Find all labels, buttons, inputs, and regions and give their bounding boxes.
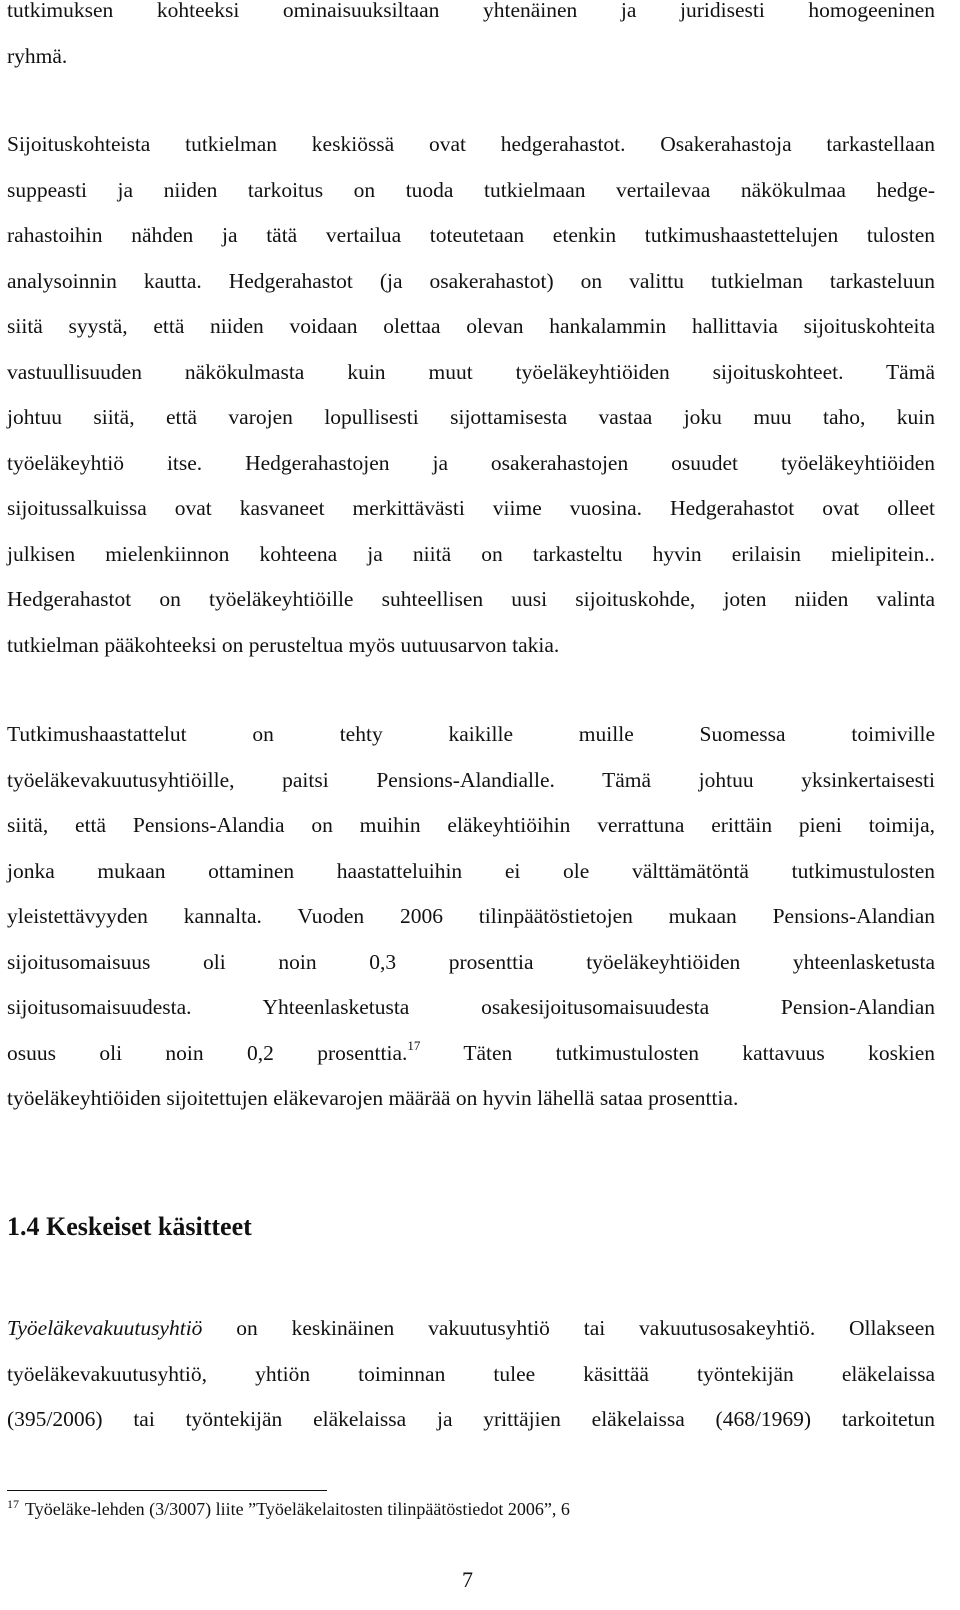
text-line: tutkielman pääkohteeksi on perusteltua myös uutuusarvon takia. <box>7 632 560 657</box>
text-line: työeläkevakuutusyhtiö, yhtiön toiminnan tulee käsittää työntekijän eläkelaissa <box>7 1361 935 1386</box>
section-heading: 1.4 Keskeiset käsitteet <box>7 1212 252 1241</box>
paragraph-definition <box>7 1306 935 1443</box>
text-line: Sijoituskohteista tutkielman keskiössä ovat hedgerahastot. Osakerahastoja tarkastellaan <box>7 132 935 156</box>
text-segment: osuus oli noin 0,2 prosenttia. <box>7 1040 408 1065</box>
text-line: ryhmä. <box>7 43 68 68</box>
text-line: Hedgerahastot on työeläkeyhtiöille suhteellisen uusi sijoituskohde, joten niiden valinta <box>7 587 935 611</box>
text-line: yleistettävyyden kannalta. Vuoden 2006 tilinpäätöstietojen mukaan Pensions-Alandian <box>7 904 935 928</box>
text-line: (395/2006) tai työntekijän eläkelaissa ja yrittäjien eläkelaissa (468/1969) tarkoitetun <box>7 1407 935 1431</box>
text-line: suppeasti ja niiden tarkoitus on tuoda tutkielmaan vertailevaa näkökulmaa hedge- <box>7 177 935 202</box>
text-line-with-footnote <box>7 1031 935 1077</box>
paragraph-interviews <box>7 712 935 1122</box>
text-line: sijoitussalkuissa ovat kasvaneet merkittävästi viime vuosina. Hedgerahastot ovat olleet <box>7 496 935 520</box>
footnote-number: 17 <box>7 1497 19 1511</box>
text-line: työeläkeyhtiö itse. Hedgerahastojen ja osakerahastojen osuudet työeläkeyhtiöiden <box>7 450 935 475</box>
text-line: sijoitusomaisuudesta. Yhteenlasketusta osakesijoitusomaisuudesta Pension-Alandian <box>7 995 935 1019</box>
text-segment: on keskinäinen vakuutusyhtiö tai vakuutusosakeyhtiö. Ollakseen <box>202 1316 935 1340</box>
text-line: rahastoihin nähden ja tätä vertailua toteutetaan etenkin tutkimushaastettelujen tulosten <box>7 223 935 247</box>
text-line: siitä syystä, että niiden voidaan olettaa olevan hankalammin hallittavia sijoituskohteita <box>7 314 935 338</box>
footnote-divider <box>7 1490 327 1491</box>
paragraph-investment-targets <box>7 122 935 668</box>
text-line <box>7 1306 935 1352</box>
text-line: työeläkevakuutusyhtiöille, paitsi Pensions-Alandialle. Tämä johtuu yksinkertaisesti <box>7 767 935 792</box>
footnote <box>7 1497 570 1521</box>
footnote-reference[interactable]: 17 <box>407 1037 421 1053</box>
text-line: johtuu siitä, että varojen lopullisesti sijottamisesta vastaa joku muu taho, kuin <box>7 405 935 429</box>
page-number: 7 <box>462 1567 473 1592</box>
text-line: tutkimuksen kohteeksi ominaisuuksiltaan yhtenäinen ja juridisesti homogeeninen <box>7 0 935 22</box>
text-line: siitä, että Pensions-Alandia on muihin eläkeyhtiöihin verrattuna erittäin pieni toimija, <box>7 813 935 837</box>
text-segment: Täten tutkimustulosten kattavuus koskien <box>420 1040 935 1065</box>
defined-term: Työeläkevakuutusyhtiö <box>7 1316 203 1340</box>
text-line: analysoinnin kautta. Hedgerahastot (ja osakerahastot) on valittu tutkielman tarkasteluun <box>7 268 935 293</box>
text-line: vastuullisuuden näkökulmasta kuin muut työeläkeyhtiöiden sijoituskohteet. Tämä <box>7 359 935 384</box>
text-line: jonka mukaan ottaminen haastatteluihin ei ole välttämätöntä tutkimustulosten <box>7 858 935 883</box>
paragraph-intro-end <box>7 0 935 79</box>
text-line: työeläkeyhtiöiden sijoitettujen eläkevarojen määrää on hyvin lähellä sataa prosenttia. <box>7 1086 739 1110</box>
text-line: sijoitusomaisuus oli noin 0,3 prosenttia työeläkeyhtiöiden yhteenlasketusta <box>7 949 935 974</box>
footnote-text: Työeläke-lehden (3/3007) liite ”Työeläkelaitosten tilinpäätöstiedot 2006”, 6 <box>25 1499 570 1519</box>
text-line: Tutkimushaastattelut on tehty kaikille muille Suomessa toimiville <box>7 722 935 746</box>
text-line: julkisen mielenkiinnon kohteena ja niitä on tarkasteltu hyvin erilaisin mielipitein.. <box>7 541 935 566</box>
